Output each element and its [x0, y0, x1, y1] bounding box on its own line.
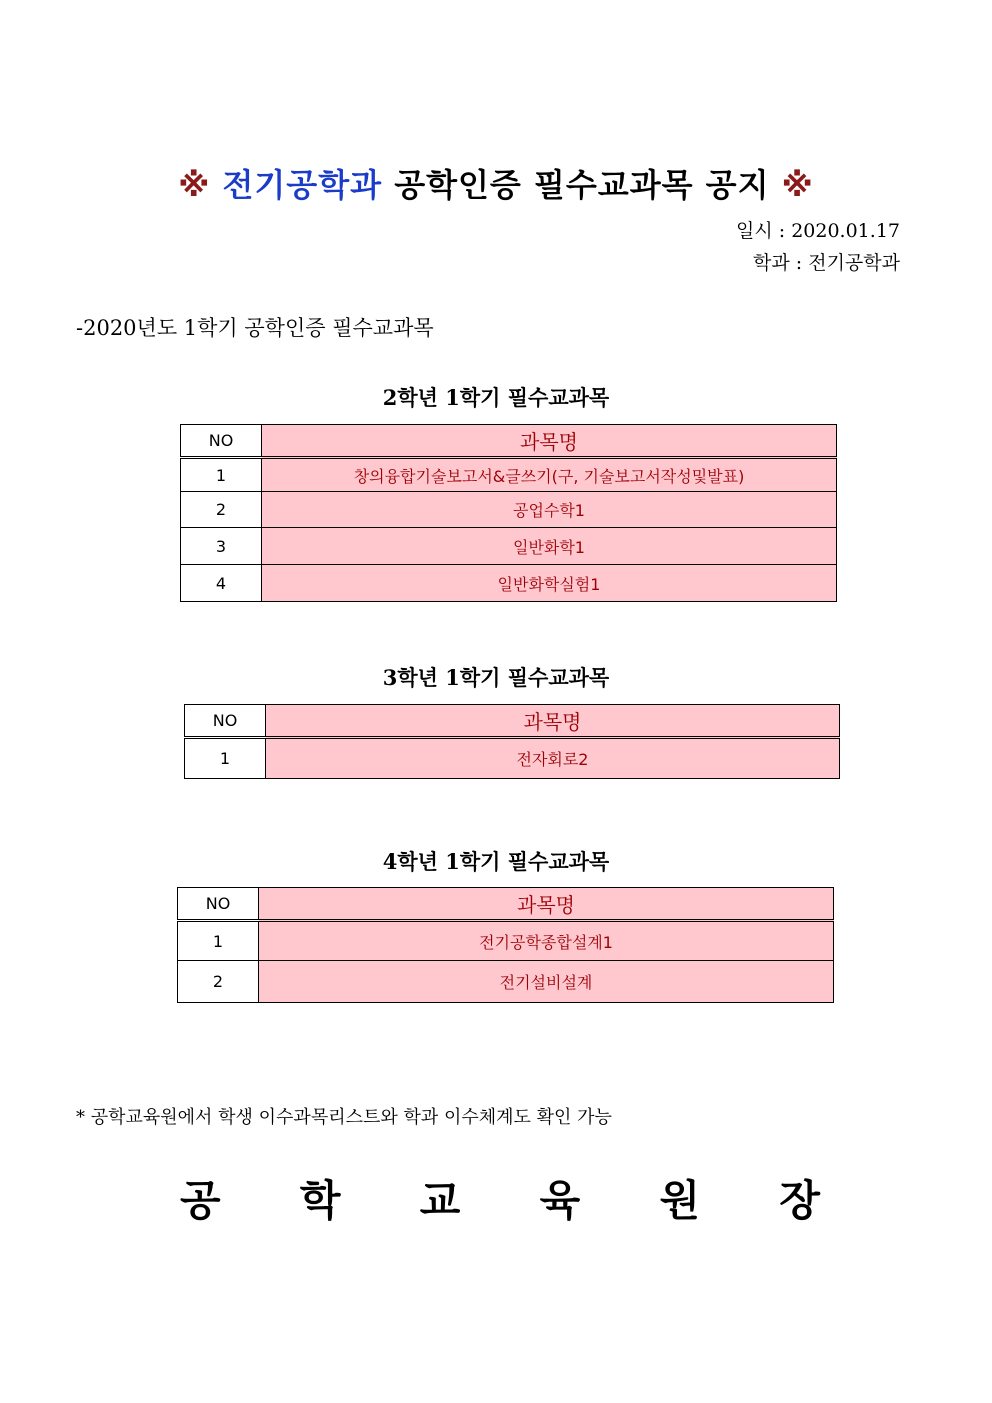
header-course-name: 과목명: [262, 425, 837, 458]
row-course-name: 창의융합기술보고서&글쓰기(구, 기술보고서작성및발표): [262, 458, 837, 492]
row-no: 1: [181, 458, 262, 492]
notice-date: 일시 : 2020.01.17: [736, 220, 900, 242]
row-course-name: 일반화학1: [262, 528, 837, 565]
header-no: NO: [181, 425, 262, 458]
row-no: 2: [178, 961, 259, 1003]
course-table-year4: [177, 887, 834, 1003]
table-row: [178, 961, 834, 1003]
row-course-name: 일반화학실험1: [262, 565, 837, 602]
course-table-year3: [184, 704, 840, 779]
signature-char: 육: [539, 1176, 581, 1225]
header-course-name: 과목명: [266, 705, 840, 738]
block-title-year3: 3학년 1학기 필수교과목: [382, 665, 610, 690]
row-no: 3: [181, 528, 262, 565]
table-row: [181, 565, 837, 602]
row-no: 2: [181, 492, 262, 528]
block-title-year2: 2학년 1학기 필수교과목: [382, 385, 610, 410]
reference-mark-left: ※: [178, 166, 211, 204]
signature: [180, 1168, 820, 1228]
header-no: NO: [178, 888, 259, 921]
table-row: [181, 458, 837, 492]
footnote: * 공학교육원에서 학생 이수과목리스트와 학과 이수체계도 확인 가능: [76, 1107, 612, 1128]
row-no: 4: [181, 565, 262, 602]
title-text: 공학인증 필수교과목 공지: [394, 166, 770, 204]
reference-mark-right: ※: [781, 166, 814, 204]
header-no: NO: [185, 705, 266, 738]
row-course-name: 전자회로2: [266, 738, 840, 779]
table-row: [185, 738, 840, 779]
signature-char: 학: [299, 1176, 341, 1225]
signature-char: 장: [779, 1176, 820, 1225]
table-row: [181, 528, 837, 565]
section-intro: -2020년도 1학기 공학인증 필수교과목: [76, 316, 434, 340]
page-title: [0, 160, 992, 206]
course-table-year2: [180, 424, 837, 602]
notice-department: 학과 : 전기공학과: [753, 252, 900, 274]
signature-char: 공: [180, 1176, 221, 1225]
row-course-name: 전기공학종합설계1: [259, 921, 834, 961]
row-no: 1: [185, 738, 266, 779]
table-row: [181, 492, 837, 528]
table-row: [178, 921, 834, 961]
block-title-year4: 4학년 1학기 필수교과목: [382, 849, 610, 874]
signature-char: 원: [659, 1176, 701, 1225]
row-course-name: 전기설비설계: [259, 961, 834, 1003]
title-department: 전기공학과: [222, 166, 383, 204]
header-course-name: 과목명: [259, 888, 834, 921]
row-course-name: 공업수학1: [262, 492, 837, 528]
row-no: 1: [178, 921, 259, 961]
signature-char: 교: [419, 1176, 461, 1225]
